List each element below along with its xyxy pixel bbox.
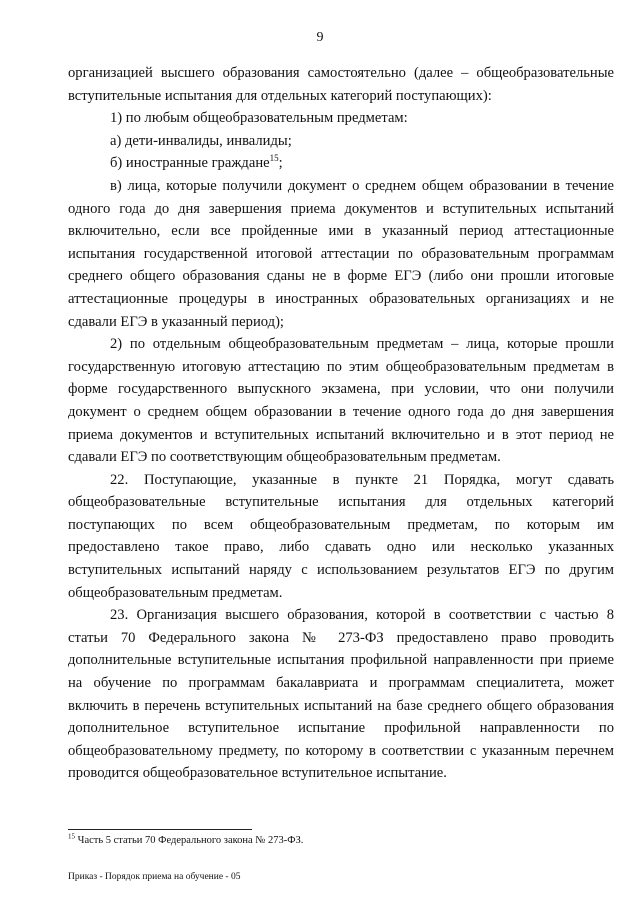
footnote-number: 15 xyxy=(68,832,75,841)
footnote-text: Часть 5 статьи 70 Федерального закона № 273-ФЗ. xyxy=(75,835,304,846)
list-subitem-b-tail: ; xyxy=(278,155,283,172)
footnote-divider xyxy=(68,829,252,830)
list-item-2: 2) по отдельным общеобразовательным предметам – лица, которые прошли государственную итоговую аттестацию по этим общеобразовательным предметам в форме государственного выпускного экзамена, при условии, что они получили документ о среднем общем образовании в течение одного года до дня завершения приема документов и вступительных испытаний включительно и в этот период не сдавали ЕГЭ по соответствующим общеобразовательным предметам. xyxy=(68,336,614,466)
document-body xyxy=(68,62,614,785)
list-subitem-b xyxy=(68,152,614,175)
clause-22: 22. Поступающие, указанные в пункте 21 Порядка, могут сдавать общеобразовательные вступительные испытания для отдельных категорий поступающих по всем общеобразовательным предметам, по которым им предоставлено такое право, либо сдавать одно или несколько указанных вступительных испытаний наряду с использованием результатов ЕГЭ по другим общеобразовательным предметам. xyxy=(68,471,614,601)
list-item-1: 1) по любым общеобразовательным предметам: xyxy=(110,110,408,127)
footnote-reference: 15 xyxy=(269,153,279,164)
clause-23: 23. Организация высшего образования, которой в соответствии с частью 8 статьи 70 Федерального закона № 273-ФЗ предоставлено право проводить дополнительные вступительные испытания профильной направленности при приеме на обучение по программам бакалавриата и программам специалитета, может включить в перечень вступительных испытаний на базе среднего общего образования дополнительное вступительное испытание профильной направленности по общеобразовательному предмету, по которому в соответствии с указанным перечнем проводится общеобразовательное вступительное испытание. xyxy=(68,607,614,782)
list-subitem-b-text: б) иностранные граждане xyxy=(110,155,270,172)
paragraph-continuation: организацией высшего образования самостоятельно (далее – общеобразовательные вступительные испытания для отдельных категорий поступающих): xyxy=(68,65,614,104)
list-subitem-v: в) лица, которые получили документ о среднем общем образовании в течение одного года до дня завершения приема документов и вступительных испытаний включительно, если все пройденные ими в указанный период аттестационные испытания государственной итоговой аттестации по образовательным программам среднего общего образования сданы не в форме ЕГЭ (либо они прошли итоговые аттестационные процедуры в иностранных образовательных организациях и не сдавали ЕГЭ в указанный период); xyxy=(68,177,614,330)
page-number: 9 xyxy=(316,30,324,45)
footnote xyxy=(68,834,303,848)
page-footer: Приказ - Порядок приема на обучение - 05 xyxy=(68,872,241,882)
list-subitem-a: а) дети-инвалиды, инвалиды; xyxy=(110,132,292,149)
